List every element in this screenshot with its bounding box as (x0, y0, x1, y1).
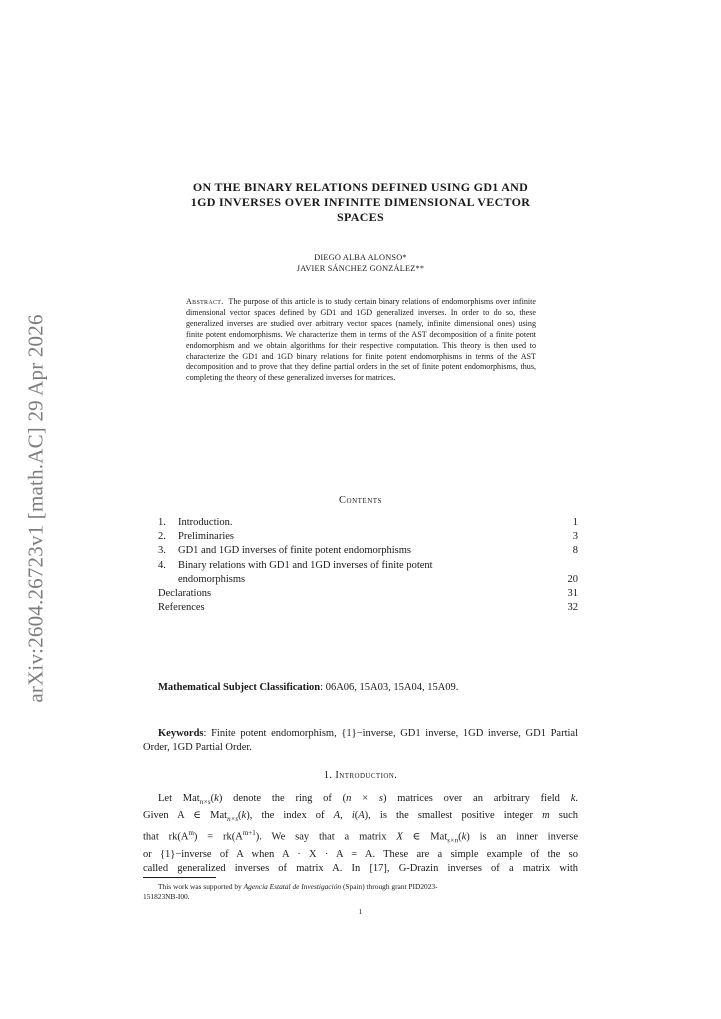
footnote-suffix: (Spain) through grant PID2023- (341, 882, 438, 891)
toc-label-continuation: endomorphisms (178, 573, 246, 585)
arxiv-sidebar-stamp (22, 282, 50, 734)
paper-title (143, 180, 578, 225)
paragraph-line: Given A ∈ Mat$_{n\times s}$(k), the index of A, i(A), is the smallest positive integer m such (143, 810, 579, 824)
footnote (143, 882, 578, 902)
toc-page: 31 (567, 587, 578, 599)
toc-page: 8 (572, 545, 578, 557)
section-heading-introduction: 1. Introduction. (323, 770, 398, 781)
paragraph-line: that $rk(A^m) = rk(A^{m+1})$. We say that a matrix X ∈ Mat$_{s\times n}$(k) is an inner inverse (143, 829, 578, 845)
arxiv-identifier: arXiv:2604.26723v1 [math.AC] 29 Apr 2026 (23, 313, 48, 703)
toc-label: Declarations (158, 587, 212, 599)
paragraph-line: or {1}−inverse of A when A · X · A = A. These are a simple example of the so (143, 849, 578, 861)
toc-number: 1. (158, 517, 166, 528)
toc-label: Preliminaries (178, 531, 234, 543)
toc-entry-binary-relations[interactable] (158, 559, 578, 573)
toc-entry-gd1-1gd-inverses[interactable] (158, 544, 578, 558)
toc-entry-preliminaries[interactable] (158, 530, 578, 544)
abstract-label: Abstract. (186, 297, 224, 306)
title-line-1: ON THE BINARY RELATIONS DEFINED USING GD1 AND (192, 180, 529, 194)
keywords (143, 727, 578, 755)
msc-label: Mathematical Subject Classification (158, 682, 321, 693)
abstract (186, 297, 536, 384)
toc-page: 3 (572, 531, 578, 543)
toc-number: 4. (158, 559, 166, 571)
paragraph-line: Let Mat$_{n\times s}$(k) denote the ring of (n × s) matrices over an arbitrary field k. (158, 793, 578, 807)
toc-label: References (158, 602, 205, 614)
paragraph-line: called generalized inverses of matrix A. In [17], G-Drazin inverses of a matrix with (143, 863, 578, 875)
author-list (143, 253, 578, 274)
footnote-rule (143, 877, 216, 878)
author-1: DIEGO ALBA ALONSO* (314, 253, 407, 262)
table-of-contents (158, 516, 578, 615)
footnote-grant: 151823NB-I00. (143, 892, 190, 901)
toc-page: 32 (567, 602, 578, 614)
keywords-text: : Finite potent endomorphism, {1}−inverse, GD1 inverse, 1GD inverse, GD1 Partial Order, 1GD Partial Order. (143, 728, 578, 753)
subject-classification (158, 682, 458, 693)
toc-entry-binary-relations-cont[interactable] (158, 573, 578, 587)
msc-codes: : 06A06, 15A03, 15A04, 15A09. (320, 682, 459, 693)
toc-entry-introduction[interactable] (158, 516, 578, 530)
toc-number: 3. (158, 545, 166, 557)
toc-label: GD1 and 1GD inverses of finite potent endomorphisms (178, 545, 412, 557)
toc-entry-declarations[interactable] (158, 587, 578, 601)
funding-agency: Agencia Estatal de Investigación (243, 882, 342, 891)
toc-page: 1 (572, 517, 578, 528)
footnote-prefix: This work was supported by (158, 882, 244, 891)
introduction-paragraph (143, 792, 578, 876)
contents-heading: Contents (339, 495, 382, 506)
toc-number: 2. (158, 531, 166, 543)
title-line-2: 1GD INVERSES OVER INFINITE DIMENSIONAL VECTOR (190, 195, 531, 209)
title-line-3: SPACES (337, 210, 384, 224)
toc-page: 20 (567, 573, 578, 585)
keywords-label: Keywords (158, 728, 204, 739)
toc-label: Binary relations with GD1 and 1GD inverses of finite potent (178, 559, 433, 571)
toc-label: Introduction. (178, 517, 233, 528)
toc-entry-references[interactable] (158, 601, 578, 615)
abstract-text: The purpose of this article is to study certain binary relations of endomorphisms over infinite dimensional vector spaces defined by GD1 and 1GD generalized inverses. In order to do so, these generalized inverses are studied over arbitrary vector spaces (namely, infinite dimensional ones) using finite potent endomorphisms. We characterize them in terms of the AST decomposition of a finite potent endomorphism and we obtain algorithms for their respective computation. This theory is then used to characterize the GD1 and 1GD binary relations for finite potent endomorphisms in terms of the AST decomposition and to prove that they define partial orders in the set of finite potent endomorphisms, thus, completing the theory of these generalized inverses for matrices. (186, 297, 537, 383)
page-number: 1 (358, 907, 363, 916)
author-2: JAVIER SÁNCHEZ GONZÁLEZ** (296, 263, 425, 273)
